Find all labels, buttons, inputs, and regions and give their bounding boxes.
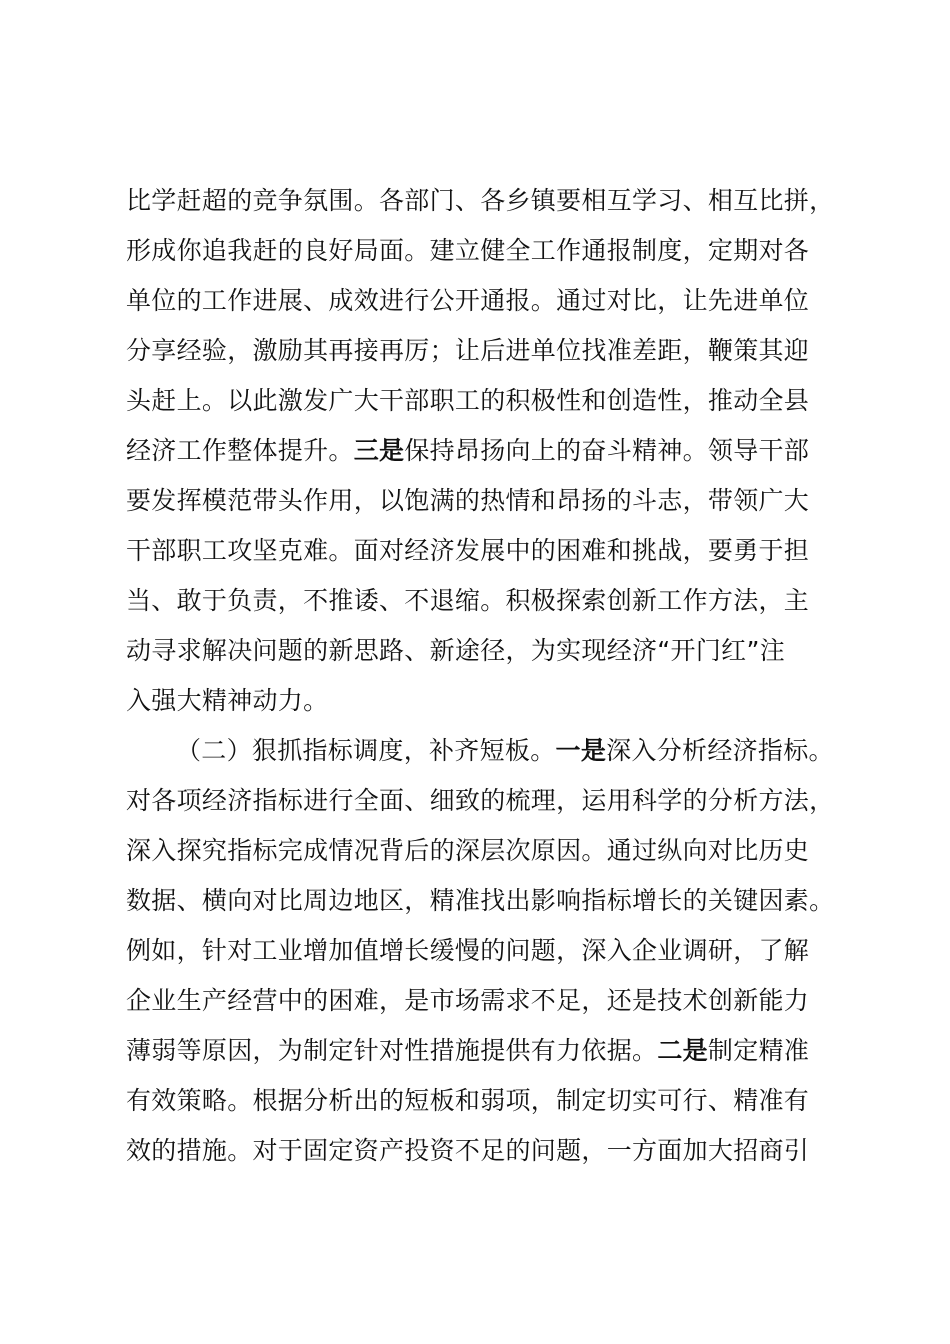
text-line [126,426,866,476]
text-segment: 当、敢于负责，不推诿、不退缩。积极探索创新工作方法，主 [126,586,810,615]
text-segment: 要发挥模范带头作用，以饱满的热情和昂扬的斗志，带领广大 [126,486,810,515]
text-line [126,176,866,226]
text-segment: 比学赶超的竞争氛围。各部门、各乡镇要相互学习、相互比拼， [126,186,835,215]
text-line [126,676,866,726]
text-line [126,826,866,876]
text-line [126,526,866,576]
bold-keyword: 三是 [353,436,405,465]
text-line [126,626,866,676]
text-line [126,876,866,926]
text-segment: 数据、横向对比周边地区，精准找出影响指标增长的关键因素。 [126,886,835,915]
text-segment: 分享经验，激励其再接再厉；让后进单位找准差距，鞭策其迎 [126,336,810,365]
text-segment: 动寻求解决问题的新思路、新途径，为实现经济“开门红”注 [126,636,786,665]
text-segment: 薄弱等原因，为制定针对性措施提供有力依据。 [126,1036,658,1065]
text-segment: 深入分析经济指标。 [606,736,834,765]
text-line [126,1026,866,1076]
text-segment: 入强大精神动力。 [126,686,329,715]
text-segment: 头赶上。以此激发广大干部职工的积极性和创造性，推动全县 [126,386,810,415]
text-segment: 经济工作整体提升。 [126,436,354,465]
text-line [126,276,866,326]
text-line [126,976,866,1026]
text-line [126,926,866,976]
text-segment: 单位的工作进展、成效进行公开通报。通过对比，让先进单位 [126,286,810,315]
text-segment: 企业生产经营中的困难，是市场需求不足，还是技术创新能力 [126,986,810,1015]
text-line [126,576,866,626]
body-text [126,176,866,1176]
text-line [126,476,866,526]
text-segment: 效的措施。对于固定资产投资不足的问题，一方面加大招商引 [126,1136,810,1165]
text-segment: 例如，针对工业增加值增长缓慢的问题，深入企业调研，了解 [126,936,810,965]
bold-keyword: 二是 [657,1036,708,1065]
text-segment: 干部职工攻坚克难。面对经济发展中的困难和挑战，要勇于担 [126,536,810,565]
text-line [126,376,866,426]
text-line [126,326,866,376]
text-line [126,1126,866,1176]
text-segment: 深入探究指标完成情况背后的深层次原因。通过纵向对比历史 [126,836,810,865]
text-segment: 有效策略。根据分析出的短板和弱项，制定切实可行、精准有 [126,1086,810,1115]
text-line [126,1076,866,1126]
text-segment: 保持昂扬向上的奋斗精神。领导干部 [404,436,810,465]
text-segment: 形成你追我赶的良好局面。建立健全工作通报制度，定期对各 [126,236,810,265]
text-segment: 对各项经济指标进行全面、细致的梳理，运用科学的分析方法， [126,786,835,815]
text-line [126,776,866,826]
bold-keyword: 一是 [555,736,607,765]
text-line [126,726,866,776]
text-segment: （二）狠抓指标调度，补齐短板。 [176,736,556,765]
text-line [126,226,866,276]
text-segment: 制定精准 [707,1036,810,1065]
